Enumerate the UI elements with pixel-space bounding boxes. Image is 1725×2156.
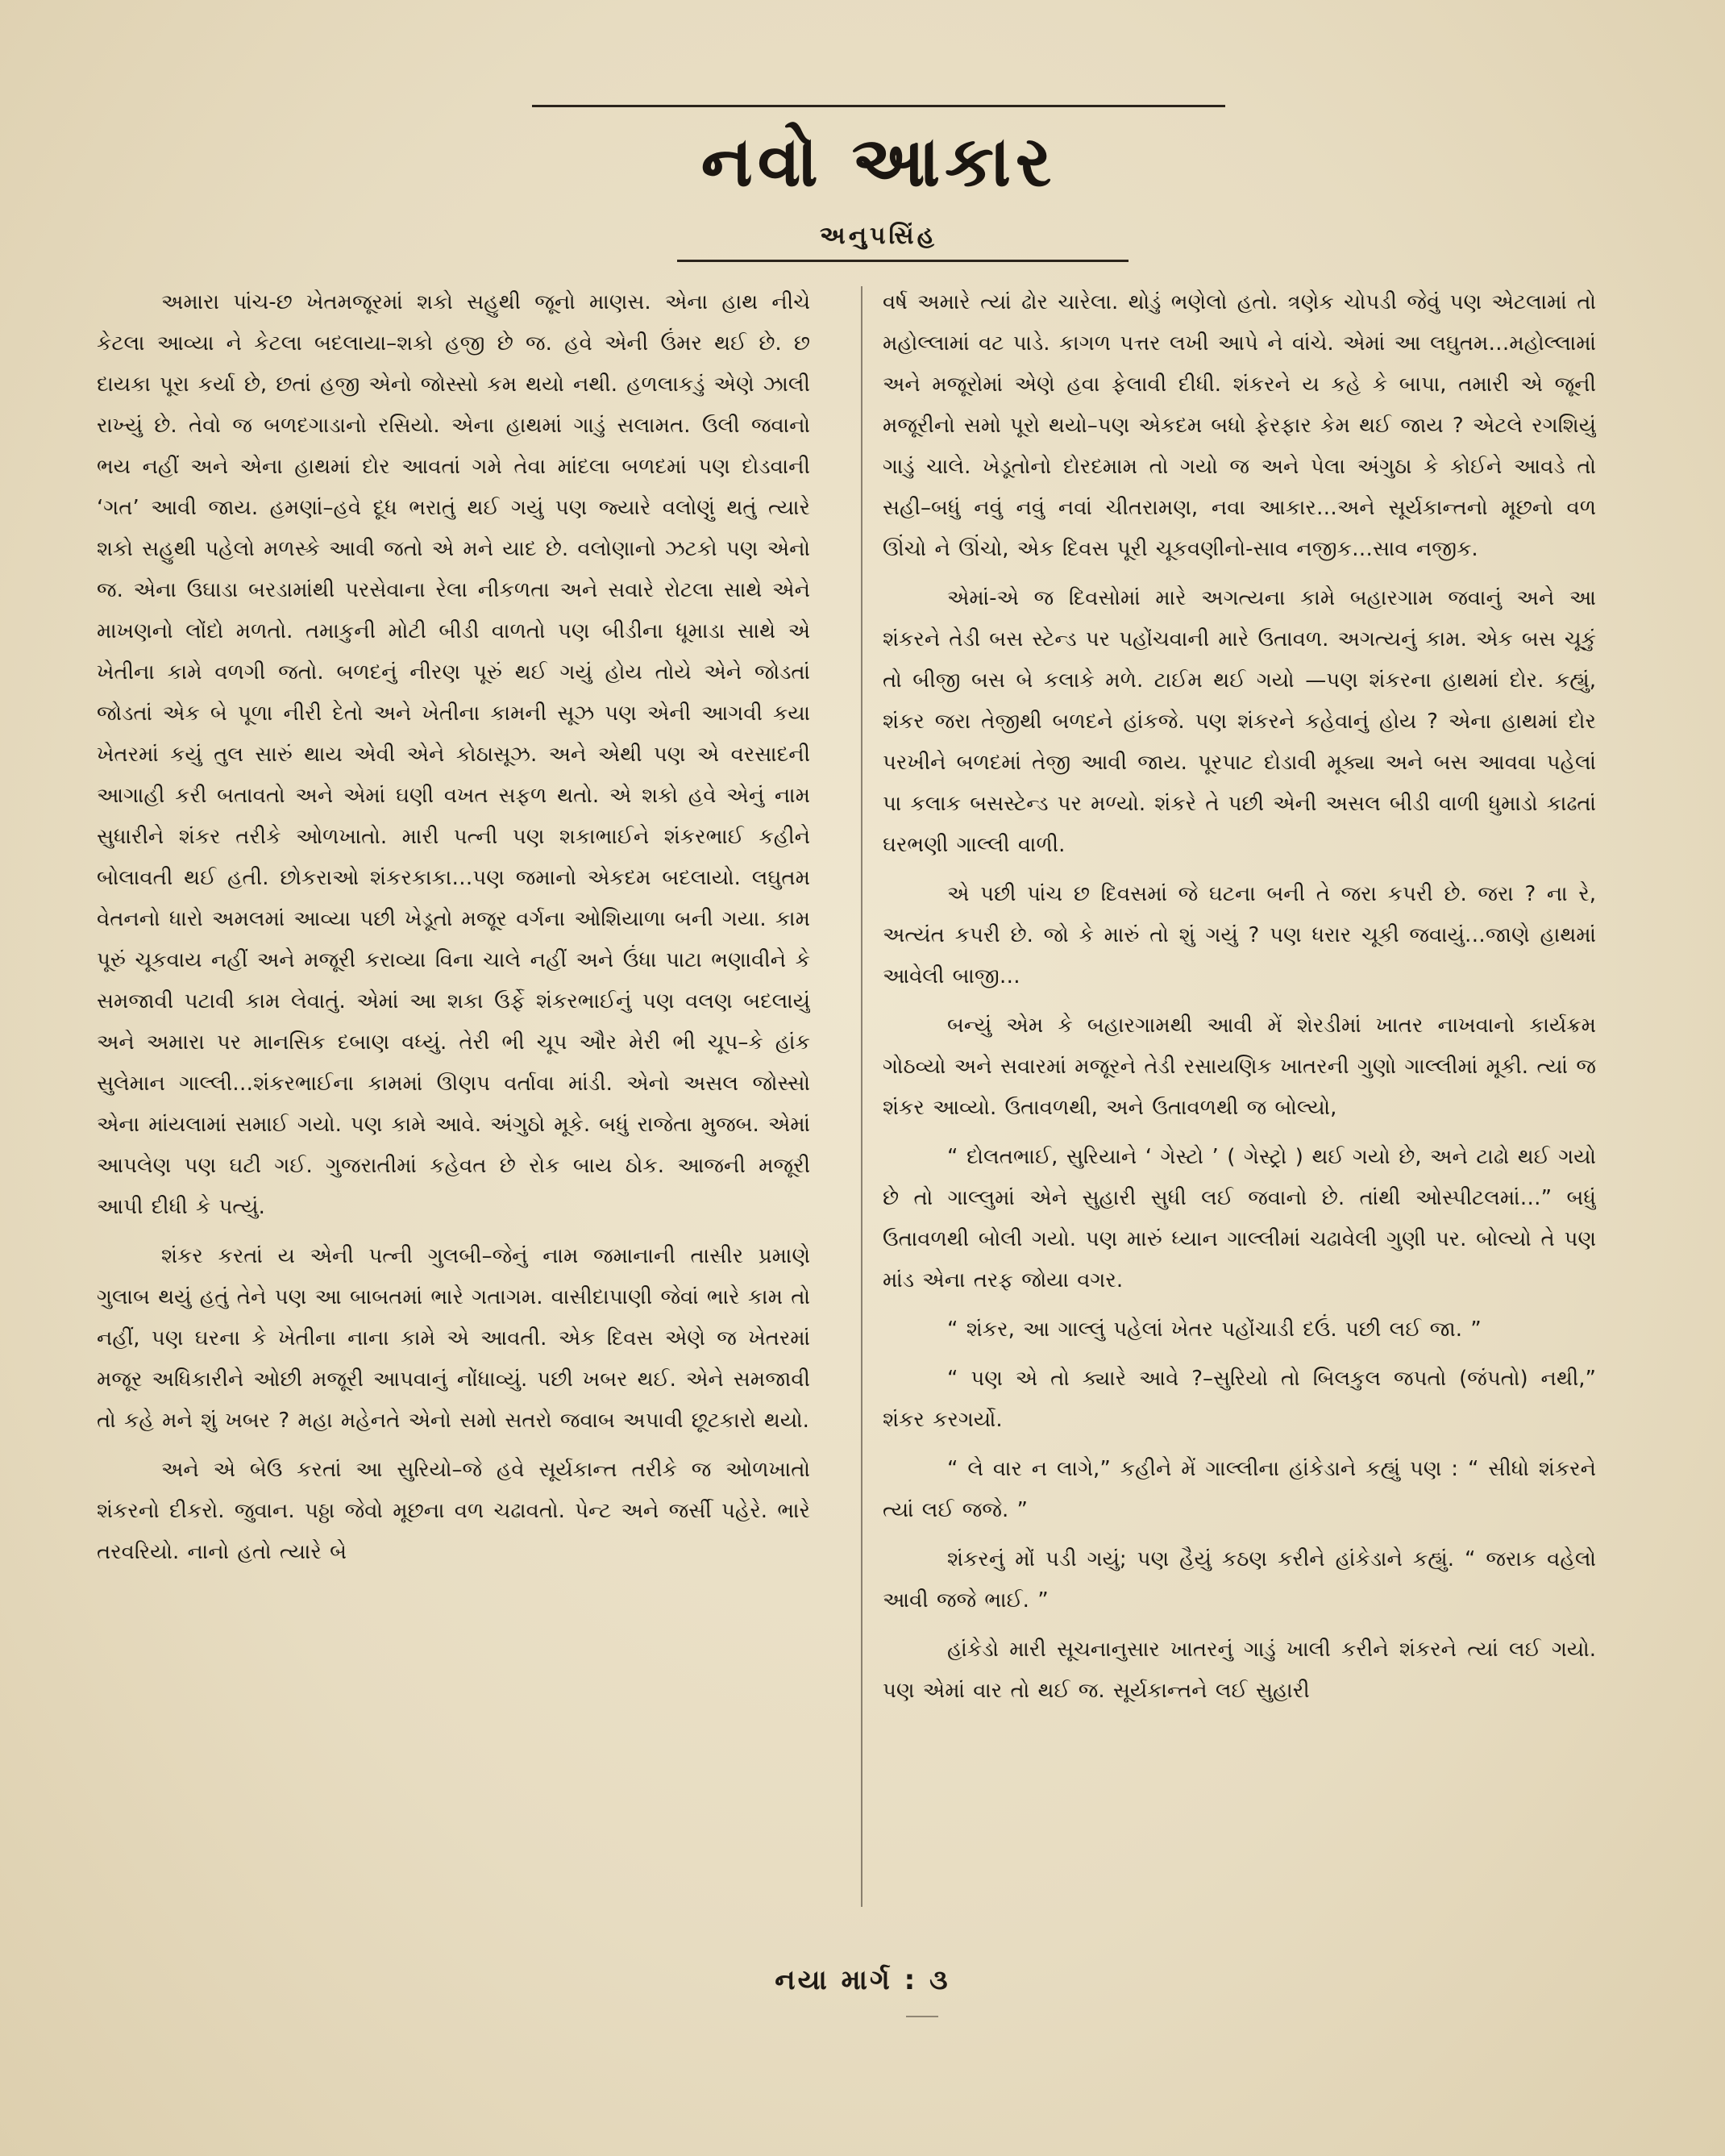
footer-mark: [906, 2016, 938, 2017]
author-underline-rule: [677, 260, 1129, 262]
page-footer: નયા માર્ગ : ૩: [775, 1964, 950, 1996]
paragraph: હાંકેડો મારી સૂચનાનુસાર ખાતરનું ગાડું ખાલી કરીને શંકરને ત્યાં લઈ ગયો. પણ એમાં વાર તો થઈ જ. સૂર્યકાન્તને લઈ સુહારી: [883, 1638, 1596, 1703]
paragraph: અને એ બેઉ કરતાં આ સુરિયો–જે હવે સૂર્યકાન્ત તરીકે જ ઓળખાતો શંકરનો દીકરો. જુવાન. પઠ્ઠા જેવો મૂછના વળ ચઢાવતો. પેન્ટ અને જર્સી પહેરે. ભારે તરવરિયો. નાનો હતો ત્યારે બે: [97, 1458, 810, 1564]
paragraph: એ પછી પાંચ છ દિવસમાં જે ઘટના બની તે જરા કપરી છે. જરા ? ના રે, અત્યંત કપરી છે. જો કે મારું તો શું ગયું ? પણ ધરાર ચૂકી જવાયું…જાણે હાથમાં આવેલી બાજી…: [883, 882, 1596, 989]
right-text-column: [883, 282, 1596, 1895]
dialogue-paragraph: શંકરનું મોં પડી ગયું; પણ હૈયું કઠણ કરીને હાંકેડાને કહ્યું. “ જરાક વહેલો આવી જજે ભાઈ. ”: [883, 1547, 1596, 1613]
column-divider: [861, 286, 862, 1907]
dialogue-paragraph: “ શંકર, આ ગાલ્લું પહેલાં ખેતર પહોંચાડી દઉં. પછી લઈ જા. ”: [947, 1317, 1482, 1342]
dialogue-paragraph: “ દોલતભાઈ, સુરિયાને ‘ ગેસ્ટો ’ ( ગેસ્ટ્રો ) થઈ ગયો છે, અને ટાઢો થઈ ગયો છે તો ગાલ્લુમાં એને સુહારી સુધી લઈ જવાનો છે. તાંથી ઓસ્પીટલમાં…” બધું ઉતાવળથી બોલી ગયો. પણ મારું ધ્યાન ગાલ્લીમાં ચઢાવેલી ગુણી પર. બોલ્યો તે પણ માંડ એના તરફ જોયા વગર.: [883, 1145, 1596, 1292]
left-text-column: [97, 282, 810, 1895]
paragraph: શંકર કરતાં ય એની પત્ની ગુલબી–જેનું નામ જમાનાની તાસીર પ્રમાણે ગુલાબ થયું હતું તેને પણ આ બાબતમાં ભારે ગતાગમ. વાસીદાપાણી જેવાં ભારે કામ તો નહીં, પણ ઘરના કે ખેતીના નાના કામે એ આવતી. એક દિવસ એણે જ ખેતરમાં મજૂર અધિકારીને ઓછી મજૂરી આપવાનું નોંધાવ્યું. પછી ખબર થઈ. એને સમજાવી તો કહે મને શું ખબર ? મહા મહેનતે એનો સમો સતરો જવાબ અપાવી છૂટકારો થયો.: [97, 1244, 810, 1433]
paragraph: અમારા પાંચ-છ ખેતમજૂરમાં શકો સહુથી જૂનો માણસ. એના હાથ નીચે કેટલા આવ્યા ને કેટલા બદલાયા–શકો હજી છે જ. હવે એની ઉંમર થઈ છે. છ દાયકા પૂરા કર્યા છે, છતાં હજી એનો જોસ્સો કમ થયો નથી. હળલાકડું એણે ઝાલી રાખ્યું છે. તેવો જ બળદગાડાનો રસિયો. એના હાથમાં ગાડું સલામત. ઉલી જવાનો ભય નહીં અને એના હાથમાં દોર આવતાં ગમે તેવા માંદલા બળદમાં પણ દોડવાની ‘ગત’ આવી જાય. હમણાં–હવે દૂધ ભરાતું થઈ ગયું પણ જ્યારે વલોણું થતું ત્યારે શકો સહુથી પહેલો મળસ્કે આવી જતો એ મને યાદ છે. વલોણાનો ઝટકો પણ એનો જ. એના ઉઘાડા બરડામાંથી પરસેવાના રેલા નીકળતા અને સવારે રોટલા સાથે એને માખણનો લોંદો મળતો. તમાકુની મોટી બીડી વાળતો પણ બીડીના ધૂમાડા સાથે એ ખેતીના કામે વળગી જતો. બળદનું નીરણ પૂરું થઈ ગયું હોય તોયે એને જોડતાં જોડતાં એક બે પૂળા નીરી દેતો અને ખેતીના કામની સૂઝ પણ એની આગવી કયા ખેતરમાં કયું તુલ સારું થાય એવી એને કોઠાસૂઝ. અને એથી પણ એ વરસાદની આગાહી કરી બતાવતો અને એમાં ઘણી વખત સફળ થતો. એ શકો હવે એનું નામ સુધારીને શંકર તરીકે ઓળખાતો. મારી પત્ની પણ શકાભાઈને શંકરભાઈ કહીને બોલાવતી થઈ હતી. છોકરાઓ શંકરકાકા…પણ જમાનો એકદમ બદલાયો. લઘુતમ વેતનનો ધારો અમલમાં આવ્યા પછી ખેડૂતો મજૂર વર્ગના ઓશિયાળા બની ગયા. કામ પૂરું ચૂકવાય નહીં અને મજૂરી કરાવ્યા વિના ચાલે નહીં અને ઉંધા પાટા ભણાવીને કે સમજાવી પટાવી કામ લેવાતું. એમાં આ શકા ઉર્ફે શંકરભાઈનું પણ વલણ બદલાયું અને અમારા પર માનસિક દબાણ વધ્યું. તેરી ભી ચૂપ ઔર મેરી ભી ચૂપ–કે હાંક સુલેમાન ગાલ્લી…શંકરભાઈના કામમાં ઊણપ વર્તાવા માંડી. એનો અસલ જોસ્સો એના માંયલામાં સમાઈ ગયો. પણ કામે આવે. અંગુઠો મૂકે. બધું રાજેતા મુજબ. એમાં આપલેણ પણ ઘટી ગઈ. ગુજરાતીમાં કહેવત છે રોક બાય ઠોક. આજની મજૂરી આપી દીધી કે પત્યું.: [97, 290, 810, 1219]
paragraph: વર્ષ અમારે ત્યાં ઢોર ચારેલા. થોડું ભણેલો હતો. ત્રણેક ચોપડી જેવું પણ એટલામાં તો મહોલ્લામાં વટ પાડે. કાગળ પત્તર લખી આપે ને વાંચે. એમાં આ લઘુતમ…મહોલ્લામાં અને મજૂરોમાં એણે હવા ફેલાવી દીધી. શંકરને ય કહે કે બાપા, તમારી એ જૂની મજૂરીનો સમો પૂરો થયો–પણ એકદમ બધો ફેરફાર કેમ થઈ જાય ? એટલે રગશિયું ગાડું ચાલે. ખેડૂતોનો દોરદમામ તો ગયો જ અને પેલા અંગુઠા કે કોઈને આવડે તો સહી–બધું નવું નવું નવાં ચીતરામણ, નવા આકાર…અને સૂર્યકાન્તનો મૂછનો વળ ઊંચો ને ઊંચો, એક દિવસ પૂરી ચૂકવણીનો-સાવ નજીક…સાવ નજીક.: [883, 290, 1596, 561]
article-title: નવો આકાર: [700, 121, 1057, 202]
title-top-rule: [532, 105, 1225, 107]
paragraph: બન્યું એમ કે બહારગામથી આવી મેં શેરડીમાં ખાતર નાખવાનો કાર્યક્રમ ગોઠવ્યો અને સવારમાં મજૂરને તેડી રસાયણિક ખાતરની ગુણો ગાલ્લીમાં મૂકી. ત્યાં જ શંકર આવ્યો. ઉતાવળથી, અને ઉતાવળથી જ બોલ્યો,: [883, 1013, 1596, 1120]
dialogue-paragraph: “ લે વાર ન લાગે,” કહીને મેં ગાલ્લીના હાંકેડાને કહ્યું પણ : “ સીધો શંકરને ત્યાં લઈ જજે. ”: [883, 1457, 1596, 1522]
dialogue-paragraph: “ પણ એ તો ક્યારે આવે ?–સુરિયો તો બિલકુલ જપતો (જંપતો) નથી,” શંકર કરગર્યો.: [883, 1367, 1596, 1432]
paragraph: એમાં-એ જ દિવસોમાં મારે અગત્યના કામે બહારગામ જવાનું અને આ શંકરને તેડી બસ સ્ટેન્ડ પર પહોંચવાની મારે ઉતાવળ. અગત્યનું કામ. એક બસ ચૂકું તો બીજી બસ બે કલાકે મળે. ટાઈમ થઈ ગયો —પણ શંકરના હાથમાં દોર. કહ્યું, શંકર જરા તેજીથી બળદને હાંકજે. પણ શંકરને કહેવાનું હોય ? એના હાથમાં દોર પરખીને બળદમાં તેજી આવી જાય. પૂરપાટ દોડાવી મૂક્યા અને બસ આવવા પહેલાં પા કલાક બસસ્ટેન્ડ પર મળ્યો. શંકરે તે પછી એની અસલ બીડી વાળી ધુમાડો કાઢતાં ઘરભણી ગાલ્લી વાળી.: [883, 586, 1596, 857]
article-author: અનુપસિંહ: [820, 222, 937, 250]
